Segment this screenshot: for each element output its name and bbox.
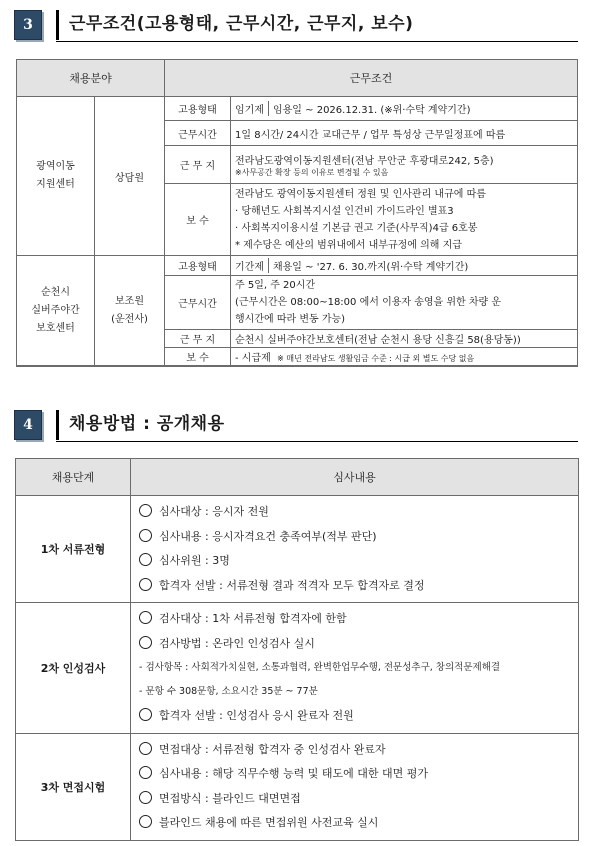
hours-line: 행시간에 따라 변동 가능) [235,314,346,325]
table-header-row [17,60,578,97]
employment-type-value [231,97,578,121]
header-field: 채용분야 [17,60,165,97]
list-item: 검사방법 : 온라인 인성검사 실시 [139,632,570,657]
circle-bullet-icon [139,791,152,804]
list-subitem: - 문항 수 308문항, 소요시간 35분 ~ 77분 [139,686,318,697]
employment-type-value [231,256,578,276]
circle-bullet-icon [139,636,152,649]
section-underline [56,441,578,442]
section-3-header [14,10,578,40]
pay-label: 보 수 [165,348,231,367]
section-title: 근무조건(고용형태, 근무시간, 근무지, 보수) [56,10,413,40]
list-item: 검사대상 : 1차 서류전형 합격자에 한함 [139,607,570,632]
section-underline [56,41,578,42]
circle-bullet-icon [139,611,152,624]
list-item: 심사위원 : 3명 [139,549,570,574]
employment-type-detail: 임용일 ~ 2026.12.31. (※위·수탁 계약기간) [272,105,471,116]
employment-type-label: 고용형태 [165,256,231,276]
location-cell [231,146,578,184]
header-content: 심사내용 [131,459,579,496]
stage-name: 1차 서류전형 [16,496,131,603]
role-name: 상담원 [95,97,165,256]
stage-items [131,733,579,840]
section-title: 채용방법 : 공개채용 [56,410,225,440]
work-conditions-table [16,59,578,367]
pay-value: - 시급제 [235,353,271,364]
circle-bullet-icon [139,504,152,517]
table-row [17,256,578,276]
circle-bullet-icon [139,766,152,779]
role-name: 보조원 (운전사) [95,256,165,367]
pay-label: 보 수 [165,184,231,256]
table-row [17,97,578,121]
hours-cell [231,276,578,330]
list-item: 심사내용 : 해당 직무수행 능력 및 태도에 대한 대면 평가 [139,762,570,787]
list-item: 면접방식 : 블라인드 대면면접 [139,787,570,812]
hours-line: 주 5일, 주 20시간 [235,280,316,291]
list-item: 심사대상 : 응시자 전원 [139,500,570,525]
list-item: 심사내용 : 응시자격요건 충족여부(적부 판단) [139,525,570,550]
employment-type-detail: 채용일 ~ '27. 6. 30.까지(위·수탁 계약기간) [272,262,469,273]
circle-bullet-icon [139,815,152,828]
hours-label: 근무시간 [165,121,231,146]
pay-note: ※ 매년 전라남도 생활임금 수준 : 시급 외 별도 수당 없음 [277,354,475,363]
pay-line: · 당해년도 사회복지시설 인건비 가이드라인 별표3 [235,205,454,217]
section-4-header [14,410,578,440]
header-stage: 채용단계 [16,459,131,496]
list-item: 합격자 선발 : 인성검사 응시 완료자 전원 [139,704,570,729]
location-note: ※사무공간 확장 등의 이유로 변경될 수 있음 [235,167,389,177]
circle-bullet-icon [139,708,152,721]
center-name: 순천시 실버주야간 보호센터 [17,256,95,367]
stage-name: 2차 인성검사 [16,603,131,734]
employment-type-main: 임기제 [235,101,269,116]
section-number: 3 [14,10,42,40]
circle-bullet-icon [139,553,152,566]
list-subitem: - 검사항목 : 사회적가치실현, 소통과협력, 완벽한업무수행, 전문성추구, 창의적문제해결 [139,662,501,673]
stage-items [131,603,579,734]
circle-bullet-icon [139,742,152,755]
pay-line: * 제수당은 예산의 범위내에서 내부규정에 의해 지급 [235,239,462,251]
location-value: 전라남도광역이동지원센터(전남 무안군 후광대로242, 5층) [235,155,494,167]
list-item: 합격자 선발 : 서류전형 결과 적격자 모두 합격자로 결정 [139,574,570,599]
hours-label: 근무시간 [165,276,231,330]
table-row [16,733,579,840]
circle-bullet-icon [139,529,152,542]
employment-type-main: 기간제 [235,258,269,273]
pay-cell [231,184,578,256]
section-number: 4 [14,410,42,440]
employment-type-label: 고용형태 [165,97,231,121]
location-label: 근 무 지 [165,330,231,348]
recruitment-method-table [15,458,579,841]
stage-items [131,496,579,603]
table-row [16,496,579,603]
pay-line: · 사회복지이용시설 기본급 권고 기준(사무직)4급 6호봉 [235,222,478,234]
stage-name: 3차 면접시험 [16,733,131,840]
header-conditions: 근무조건 [165,60,578,97]
center-name: 광역이동 지원센터 [17,97,95,256]
location-label: 근 무 지 [165,146,231,184]
list-item: 블라인드 채용에 따른 면접위원 사전교육 실시 [139,811,570,836]
pay-cell [231,348,578,367]
table-header-row [16,459,579,496]
hours-line: (근무시간은 08:00~18:00 에서 이용자 송영을 위한 차량 운 [235,297,502,308]
circle-bullet-icon [139,578,152,591]
list-item: 면접대상 : 서류전형 합격자 중 인성검사 완료자 [139,738,570,763]
hours-value: 1일 8시간/ 24시간 교대근무 / 업무 특성상 근무일정표에 따름 [231,121,578,146]
pay-line: 전라남도 광역이동지원센터 정원 및 인사관리 내규에 따름 [235,188,486,200]
location-value: 순천시 실버주야간보호센터(전남 순천시 용당 신흥길 58(용당동)) [231,330,578,348]
table-row [16,603,579,734]
